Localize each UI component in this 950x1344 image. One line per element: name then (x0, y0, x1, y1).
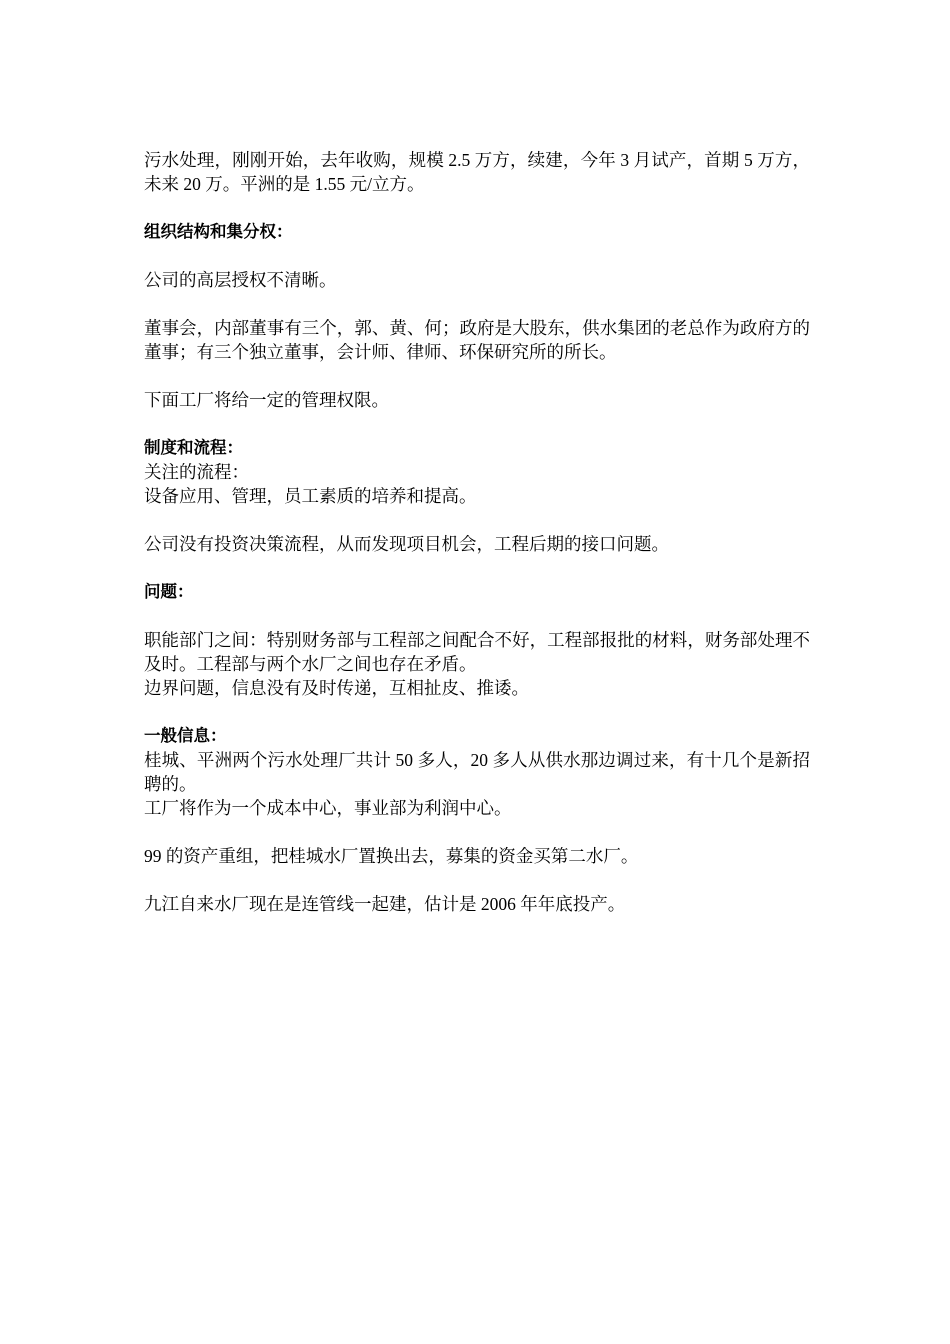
paragraph-staff: 桂城、平洲两个污水处理厂共计 50 多人，20 多人从供水那边调过来，有十几个是新招聘的。 (144, 750, 810, 794)
paragraph-restructure: 99 的资产重组，把桂城水厂置换出去，募集的资金买第二水厂。 (144, 846, 639, 866)
spacer (144, 868, 810, 892)
heading-organization: 组织结构和集分权： (144, 222, 293, 241)
paragraph-departments: 职能部门之间：特别财务部与工程部之间配合不好，工程部报批的材料，财务部处理不及时。工程部与两个水厂之间也存在矛盾。 (144, 630, 810, 674)
paragraph-authorization: 公司的高层授权不清晰。 (144, 270, 337, 290)
spacer (144, 556, 810, 580)
paragraph-board: 董事会，内部董事有三个，郭、黄、何；政府是大股东，供水集团的老总作为政府方的董事；有三个独立董事，会计师、律师、环保研究所的所长。 (144, 318, 810, 362)
spacer (144, 292, 810, 316)
spacer (144, 364, 810, 388)
paragraph-investment: 公司没有投资决策流程，从而发现项目机会，工程后期的接口问题。 (144, 534, 669, 554)
heading-issues: 问题： (144, 582, 194, 601)
paragraph-cost-center: 工厂将作为一个成本中心，事业部为利润中心。 (144, 798, 512, 818)
spacer (144, 412, 810, 436)
paragraph-factory-rights: 下面工厂将给一定的管理权限。 (144, 390, 389, 410)
spacer (144, 508, 810, 532)
spacer (144, 820, 810, 844)
spacer (144, 244, 810, 268)
heading-process: 制度和流程： (144, 438, 243, 457)
document-body (144, 148, 810, 916)
paragraph-focus: 关注的流程： (144, 462, 249, 482)
paragraph-equipment: 设备应用、管理，员工素质的培养和提高。 (144, 486, 477, 506)
spacer (144, 604, 810, 628)
spacer (144, 196, 810, 220)
spacer (144, 700, 810, 724)
paragraph-jiujiang: 九江自来水厂现在是连管线一起建，估计是 2006 年年底投产。 (144, 894, 626, 914)
paragraph-boundary: 边界问题，信息没有及时传递，互相扯皮、推诿。 (144, 678, 529, 698)
heading-general-info: 一般信息： (144, 726, 227, 745)
paragraph-sewage: 污水处理，刚刚开始，去年收购，规模 2.5 万方，续建，今年 3 月试产，首期 5 万方，未来 20 万。平洲的是 1.55 元/立方。 (144, 150, 810, 194)
